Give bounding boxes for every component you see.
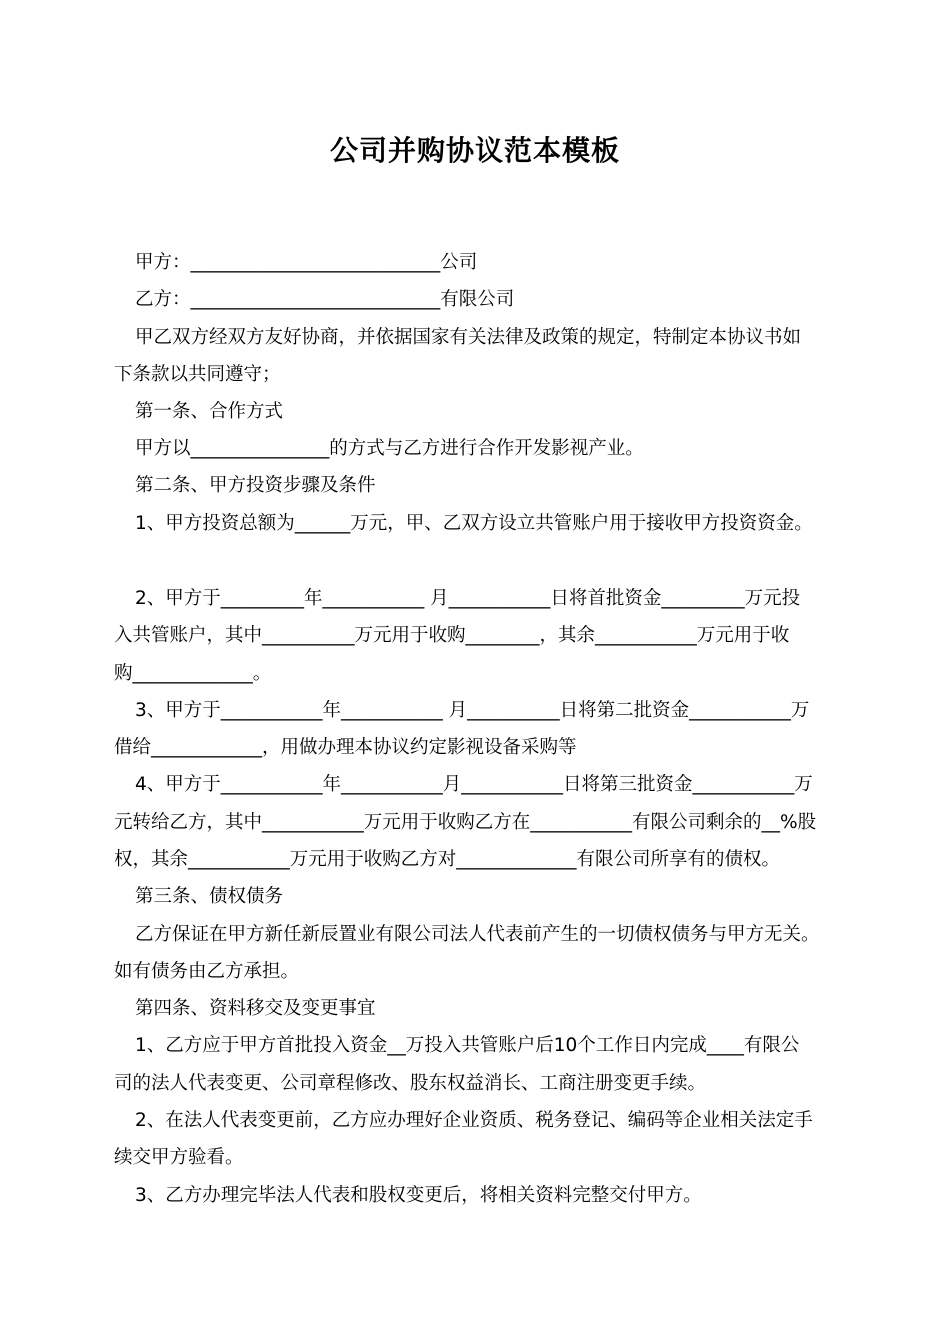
article-2-item-2-line-3: 购_____________。 [114,663,272,684]
article-2-item-3-line-2: 借给____________，用做办理本协议约定影视设备采购等 [114,737,577,758]
article-3-heading: 第三条、债权债务 [135,886,284,907]
article-4-item-2-line-2: 续交甲方验看。 [114,1147,244,1168]
article-2-heading: 第二条、甲方投资步骤及条件 [135,475,376,496]
article-2-item-4-line-1: 4、甲方于___________年___________月___________日将第三批资金___________万 [135,774,813,795]
article-2-item-4-line-3: 权，其余___________万元用于收购乙方对_____________有限公司所享有的债权。 [114,849,781,870]
article-1-heading: 第一条、合作方式 [135,401,284,422]
article-4-item-3: 3、乙方办理完毕法人代表和股权变更后，将相关资料完整交付甲方。 [135,1185,702,1206]
article-2-item-2-line-1: 2、甲方于_________年___________ 月___________日将首批资金_________万元投 [135,588,801,609]
article-4-item-1-line-2: 司的法人代表变更、公司章程修改、股东权益消长、工商注册变更手续。 [114,1073,707,1094]
article-3-text-line-1: 乙方保证在甲方新任新辰置业有限公司法人代表前产生的一切债权债务与甲方无关。 [135,924,820,945]
party-b-line: 乙方：___________________________有限公司 [135,289,515,310]
article-4-item-1-line-1: 1、乙方应于甲方首批投入资金__万投入共管账户后10个工作日内完成____有限公 [135,1035,800,1056]
party-a-line: 甲方：___________________________公司 [135,252,478,273]
article-2-item-1: 1、甲方投资总额为______万元，甲、乙双方设立共管账户用于接收甲方投资资金。 [135,513,813,534]
preamble-line-1: 甲乙双方经双方友好协商，并依据国家有关法律及政策的规定，特制定本协议书如 [135,327,802,348]
document-title: 公司并购协议范本模板 [329,134,620,167]
article-2-item-3-line-1: 3、甲方于___________年___________ 月__________日将第二批资金___________万 [135,700,810,721]
article-3-text-line-2: 如有债务由乙方承担。 [114,961,300,982]
preamble-line-2: 下条款以共同遵守； [114,364,281,385]
article-2-item-4-line-2: 元转给乙方，其中___________万元用于收购乙方在___________有限公司剩余的__%股 [114,812,817,833]
article-1-text: 甲方以_______________的方式与乙方进行合作开发影视产业。 [135,438,644,459]
article-4-item-2-line-1: 2、在法人代表变更前，乙方应办理好企业资质、税务登记、编码等企业相关法定手 [135,1110,813,1131]
article-2-item-2-line-2: 入共管账户，其中__________万元用于收购________，其余___________万元用于收 [114,625,790,646]
article-4-heading: 第四条、资料移交及变更事宜 [135,998,376,1019]
